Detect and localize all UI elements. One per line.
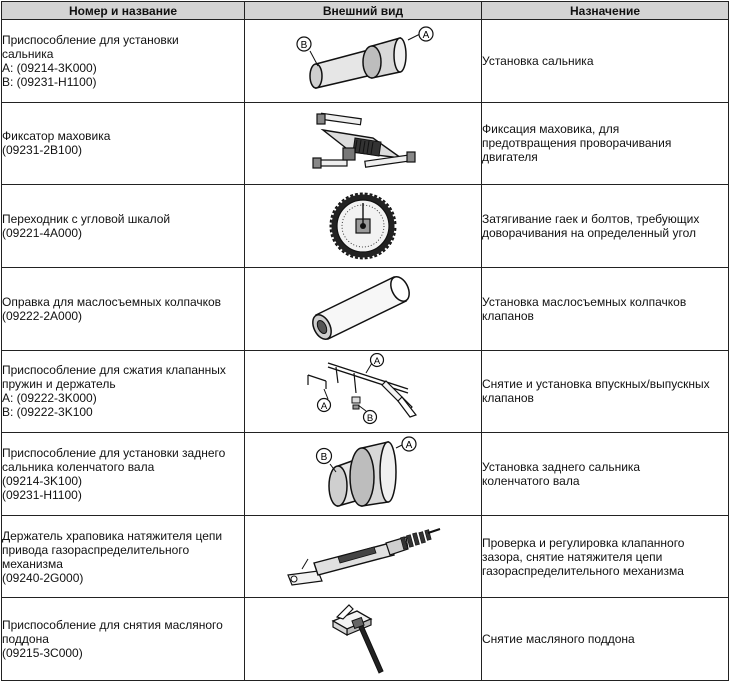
table-row [2, 598, 729, 681]
callout-a: A [320, 401, 328, 413]
tool-code-a: A: (09214-3K000) [2, 60, 97, 75]
tool-image-cell [245, 185, 482, 268]
tool-code: (09240-2G000) [2, 570, 84, 585]
table-row [2, 185, 729, 268]
purpose-line: двигателя [482, 150, 538, 165]
angle-gauge-icon [323, 189, 403, 263]
tool-name-line: Приспособление для установки заднего [2, 445, 226, 460]
tool-code: (09215-3C000) [2, 646, 83, 661]
purpose-line: Установка маслосъемных колпачков [482, 294, 687, 309]
purpose-line: клапанов [482, 308, 534, 323]
tool-name-cell [2, 350, 245, 433]
tool-image-cell [245, 433, 482, 516]
tool-image-cell [245, 102, 482, 185]
table-row [2, 102, 729, 185]
header-appearance: Внешний вид [245, 2, 482, 20]
header-purpose: Назначение [482, 2, 729, 20]
tool-image-cell [245, 598, 482, 681]
tool-code: (09221-4A000) [2, 226, 83, 241]
flywheel-stopper-icon [303, 108, 423, 178]
tool-name-line: Приспособление для снятия масляного [2, 618, 223, 633]
purpose-cell [482, 20, 729, 103]
purpose-cell [482, 515, 729, 598]
callout-b: B [300, 39, 308, 51]
tool-image-cell [245, 267, 482, 350]
tool-name-line: Оправка для маслосъемных колпачков [2, 294, 222, 309]
tool-name-line: пружин и держатель [2, 377, 116, 392]
callout-a: A [422, 29, 430, 41]
tool-code-b: B: (09231-H1100) [2, 74, 97, 89]
purpose-line: предотвращения проворачивания [482, 136, 672, 151]
rear-crank-seal-installer-icon [308, 436, 418, 512]
tool-name-cell [2, 102, 245, 185]
valve-spring-compressor-icon [298, 353, 428, 429]
purpose-cell [482, 102, 729, 185]
tool-name-line: Переходник с угловой шкалой [2, 212, 171, 227]
header-name: Номер и название [2, 2, 245, 20]
purpose-cell [482, 598, 729, 681]
purpose-line: Снятие и установка впускных/выпускных [482, 377, 710, 392]
tool-name-cell [2, 598, 245, 681]
purpose-cell [482, 185, 729, 268]
table-row [2, 515, 729, 598]
purpose-line: Установка сальника [482, 53, 594, 68]
purpose-line: зазора, снятие натяжителя цепи [482, 549, 663, 564]
callout-a: A [405, 439, 413, 451]
special-tools-table [1, 1, 729, 681]
tool-name-cell [2, 185, 245, 268]
tool-name-cell [2, 433, 245, 516]
callout-a: A [373, 356, 381, 368]
tool-name-cell [2, 267, 245, 350]
table-row [2, 20, 729, 103]
callout-b: B [320, 451, 328, 463]
purpose-line: коленчатого вала [482, 473, 580, 488]
table-row [2, 350, 729, 433]
tool-image-cell [245, 20, 482, 103]
purpose-cell [482, 350, 729, 433]
header-row [2, 2, 729, 20]
table-row [2, 433, 729, 516]
tool-name-line: сальника коленчатого вала [2, 459, 155, 474]
table-row [2, 267, 729, 350]
tool-name-line: Держатель храповика натяжителя цепи [2, 528, 223, 543]
tool-name-cell [2, 515, 245, 598]
tool-name-line: поддона [2, 632, 49, 647]
tool-code: (09231-2B100) [2, 143, 83, 158]
oil-seal-installer-icon [288, 26, 438, 96]
chain-tensioner-holder-icon [278, 521, 448, 593]
purpose-cell [482, 433, 729, 516]
purpose-line: Установка заднего сальника [482, 459, 641, 474]
tool-name-line: сальника [2, 46, 54, 61]
tool-code-b: B: (09222-3K100 [2, 405, 93, 420]
purpose-line: доворачивания на определенный угол [482, 226, 696, 241]
purpose-line: Фиксация маховика, для [482, 122, 620, 137]
tool-name-line: Приспособление для установки [2, 32, 179, 47]
purpose-line: газораспределительного механизма [482, 563, 684, 578]
purpose-line: Затягивание гаек и болтов, требующих [482, 212, 700, 227]
purpose-line: Снятие масляного поддона [482, 632, 635, 647]
purpose-line: Проверка и регулировка клапанного [482, 535, 685, 550]
tool-code: (09231-H1100) [2, 487, 82, 502]
tool-name-line: Фиксатор маховика [2, 129, 111, 144]
tool-name-cell [2, 20, 245, 103]
oil-pan-remover-icon [313, 601, 413, 677]
tool-image-cell [245, 515, 482, 598]
callout-b: B [366, 413, 374, 425]
tool-code: (09214-3K100) [2, 473, 83, 488]
tool-image-cell [245, 350, 482, 433]
tool-name-line: механизма [2, 556, 63, 571]
valve-stem-seal-mandrel-icon [298, 271, 428, 347]
tool-code: (09222-2A000) [2, 308, 83, 323]
tool-code-a: A: (09222-3K000) [2, 391, 97, 406]
purpose-cell [482, 267, 729, 350]
purpose-line: клапанов [482, 391, 534, 406]
tool-name-line: привода газораспределительного [2, 542, 190, 557]
tool-name-line: Приспособление для сжатия клапанных [2, 363, 226, 378]
